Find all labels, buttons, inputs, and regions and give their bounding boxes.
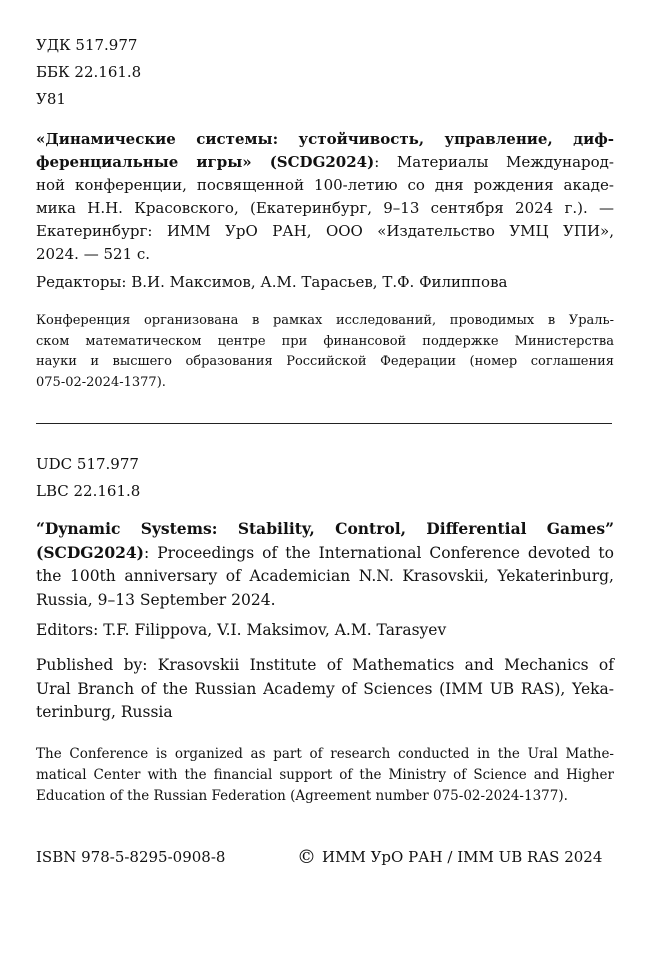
en-citation-line: Russia, 9–13 September 2024. [36,590,276,609]
en-publisher [36,654,614,725]
en-citation-line: “Dynamic Systems: Stability, Control, Differential Games” [36,519,614,538]
ru-citation-line: мика Н.Н. Красовского, (Екатеринбург, 9–13 сентября 2024 г.). — [36,199,614,217]
ru-funding-line: 075-02-2024-1377). [36,374,166,390]
udk-code: УДК 517.977 [36,36,138,54]
en-citation-title-end: (SCDG2024) [36,542,145,562]
bbk-code: ББК 22.161.8 [36,63,142,81]
ru-citation-line: ной конференции, посвященной 100-летию со дня рождения акаде- [36,176,614,194]
udc-code: UDC 517.977 [36,455,139,473]
ru-funding [36,311,614,393]
en-citation-line [36,541,614,566]
en-funding-line: matical Center with the financial support of the Ministry of Science and Higher [36,767,614,783]
ru-citation-title-end: ференциальные игры» (SCDG2024) [36,153,375,171]
ru-citation-line: Екатеринбург: ИММ УрО РАН, ООО «Издательство УМЦ УПИ», [36,222,614,240]
en-funding-line: The Conference is organized as part of research conducted in the Ural Mathe- [36,746,614,762]
isbn: ISBN 978-5-8295-0908-8 [36,848,226,866]
copyright-text: ИММ УрО РАН / IMM UB RAS 2024 [322,848,603,866]
ru-funding-line: ском математическом центре при финансовой поддержке Министерства [36,333,614,349]
en-publisher-line: terinburg, Russia [36,703,173,721]
en-citation-line: the 100th anniversary of Academician N.N. Krasovskii, Yekaterinburg, [36,567,614,585]
ru-citation-text: : Материалы Международ- [374,153,614,171]
author-mark: У81 [36,90,66,108]
ru-citation [36,128,614,266]
copyright-icon: © [297,846,316,868]
en-citation-text: : Proceedings of the International Conference devoted to [144,543,614,562]
lbc-code: LBC 22.161.8 [36,482,141,500]
en-publisher-line: Ural Branch of the Russian Academy of Sciences (IMM UB RAS), Yeka- [36,679,614,698]
ru-citation-line: «Динамические системы: устойчивость, управление, диф- [36,130,614,148]
ru-funding-line: Конференция организована в рамках исследований, проводимых в Ураль- [36,313,614,328]
ru-funding-line: науки и высшего образования Российской Федерации (номер соглашения [36,354,614,369]
en-publisher-line: Published by: Krasovskii Institute of Mathematics and Mechanics of [36,656,614,674]
en-funding [36,744,614,807]
ru-citation-line [36,151,614,174]
section-divider [36,423,612,424]
en-citation [36,517,614,612]
ru-citation-line: 2024. — 521 с. [36,245,151,263]
en-funding-line: Education of the Russian Federation (Agreement number 075-02-2024-1377). [36,788,568,804]
ru-editors: Редакторы: В.И. Максимов, А.М. Тарасьев, Т.Ф. Филиппова [36,273,508,291]
copyright [297,848,602,866]
en-editors: Editors: T.F. Filippova, V.I. Maksimov, A.M. Tarasyev [36,621,447,639]
